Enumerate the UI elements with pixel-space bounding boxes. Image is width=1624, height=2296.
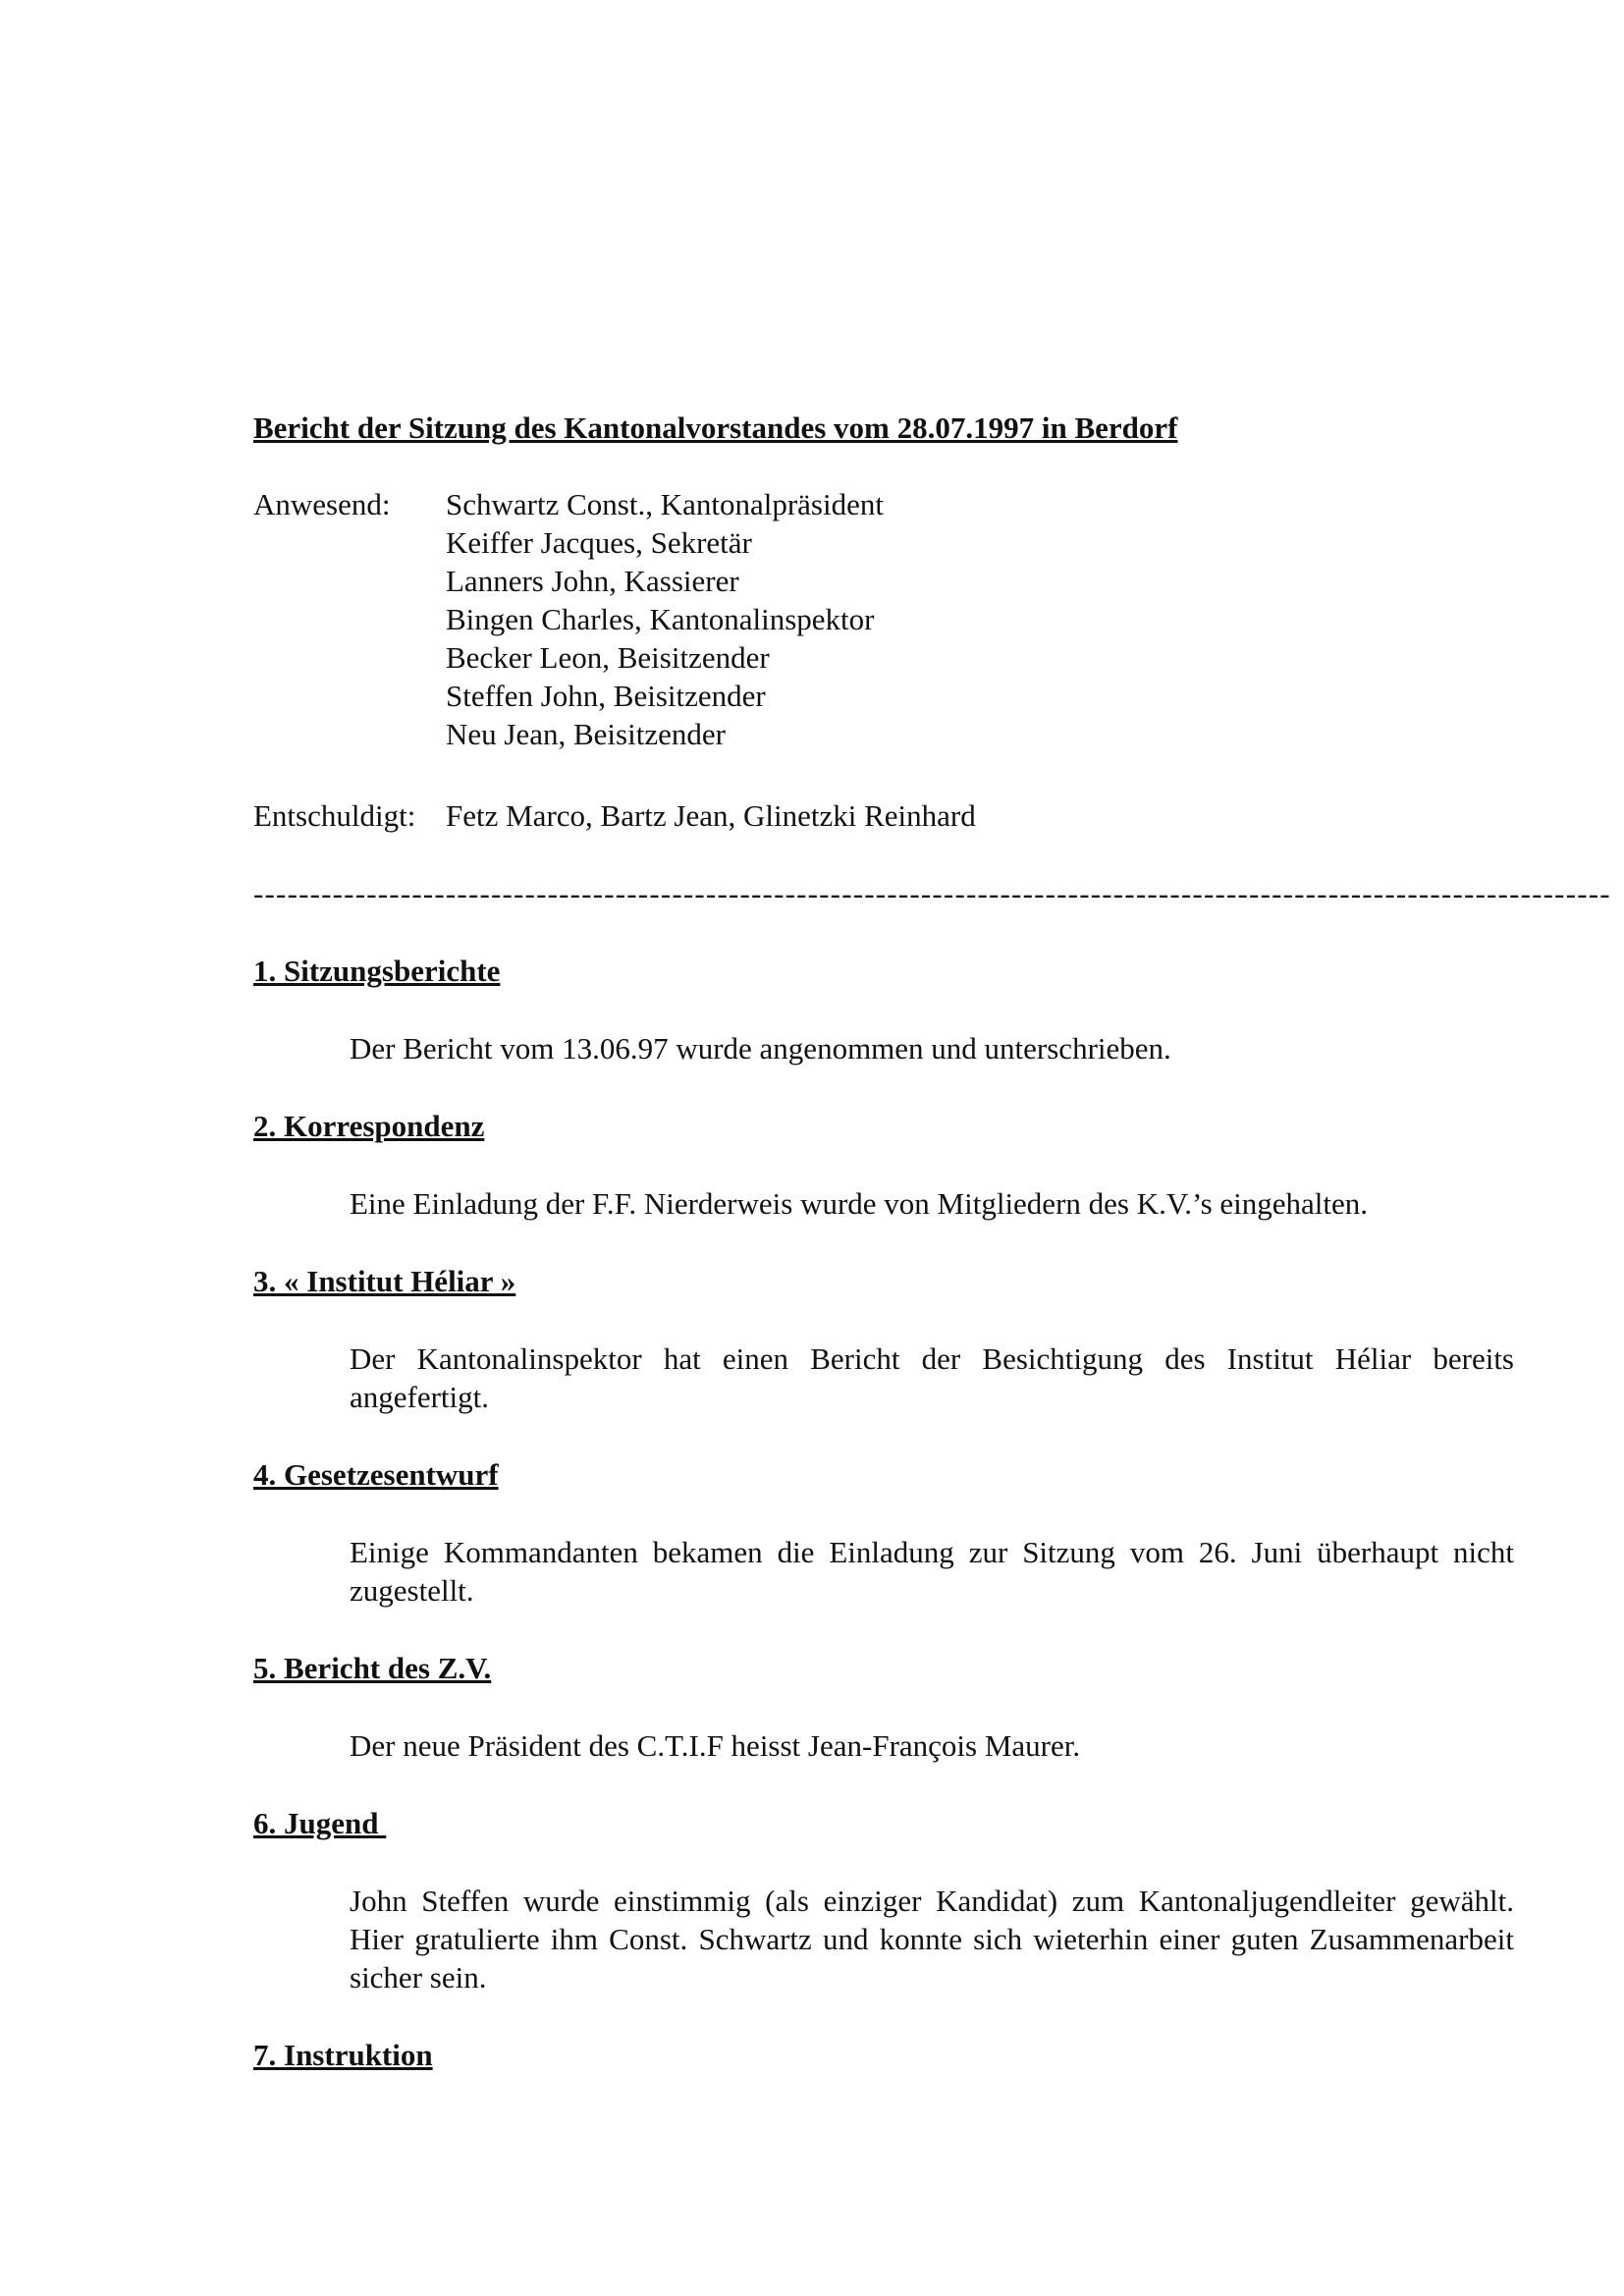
section-heading-institut-heliar: 3. « Institut Héliar » [253, 1264, 516, 1298]
present-label: Anwesend: [253, 487, 391, 521]
present-member: Schwartz Const., Kantonalpräsident [446, 487, 884, 521]
section-heading-instruktion: 7. Instruktion [253, 2038, 433, 2072]
section-body-gesetzesentwurf: Einige Kommandanten bekamen die Einladung zur Sitzung vom 26. Juni überhaupt nicht zugestellt. [350, 1535, 1514, 1608]
present-member: Bingen Charles, Kantonalinspektor [446, 602, 875, 636]
present-member: Becker Leon, Beisitzender [446, 640, 770, 675]
present-member: Keiffer Jacques, Sekretär [446, 525, 752, 560]
section-heading-sitzungsberichte: 1. Sitzungsberichte [253, 954, 501, 988]
section-body-korrespondenz: Eine Einladung der F.F. Nierderweis wurde von Mitgliedern des K.V.’s eingehalten. [350, 1186, 1369, 1221]
attendance-block [253, 485, 1530, 753]
attendance-row [253, 638, 1530, 677]
attendance-row [253, 523, 1530, 562]
separator-line: ------------------------------------------------------------------------------------------------------------------------ [253, 876, 1611, 910]
excused-label: Entschuldigt: [253, 798, 416, 833]
section-body-institut-heliar: Der Kantonalinspektor hat einen Bericht der Besichtigung des Institut Héliar bereits angefertigt. [350, 1341, 1514, 1414]
attendance-row [253, 562, 1530, 600]
section-heading-bericht-zv: 5. Bericht des Z.V. [253, 1651, 492, 1685]
section-body-bericht-zv: Der neue Präsident des C.T.I.F heisst Jean-François Maurer. [350, 1728, 1081, 1763]
section-body-jugend: John Steffen wurde einstimmig (als einziger Kandidat) zum Kantonaljugendleiter gewählt. Hier gratulierte ihm Const. Schwartz und konnte sich wieterhin einer guten Zusammenarbeit sicher sein. [350, 1884, 1514, 1995]
section-heading-jugend: 6. Jugend [253, 1806, 387, 1840]
present-member: Neu Jean, Beisitzender [446, 717, 726, 751]
excused-row [253, 796, 976, 835]
section-heading-korrespondenz: 2. Korrespondenz [253, 1109, 485, 1143]
section-body-sitzungsberichte: Der Bericht vom 13.06.97 wurde angenommen und unterschrieben. [350, 1031, 1171, 1066]
present-member: Steffen John, Beisitzender [446, 679, 766, 713]
document-title: Bericht der Sitzung des Kantonalvorstandes vom 28.07.1997 in Berdorf [253, 410, 1178, 445]
attendance-row [253, 677, 1530, 715]
section-heading-gesetzesentwurf: 4. Gesetzesentwurf [253, 1457, 499, 1492]
attendance-row [253, 715, 1530, 753]
attendance-row [253, 485, 1530, 523]
excused-members: Fetz Marco, Bartz Jean, Glinetzki Reinhard [446, 798, 976, 833]
attendance-row [253, 600, 1530, 638]
present-member: Lanners John, Kassierer [446, 564, 739, 598]
